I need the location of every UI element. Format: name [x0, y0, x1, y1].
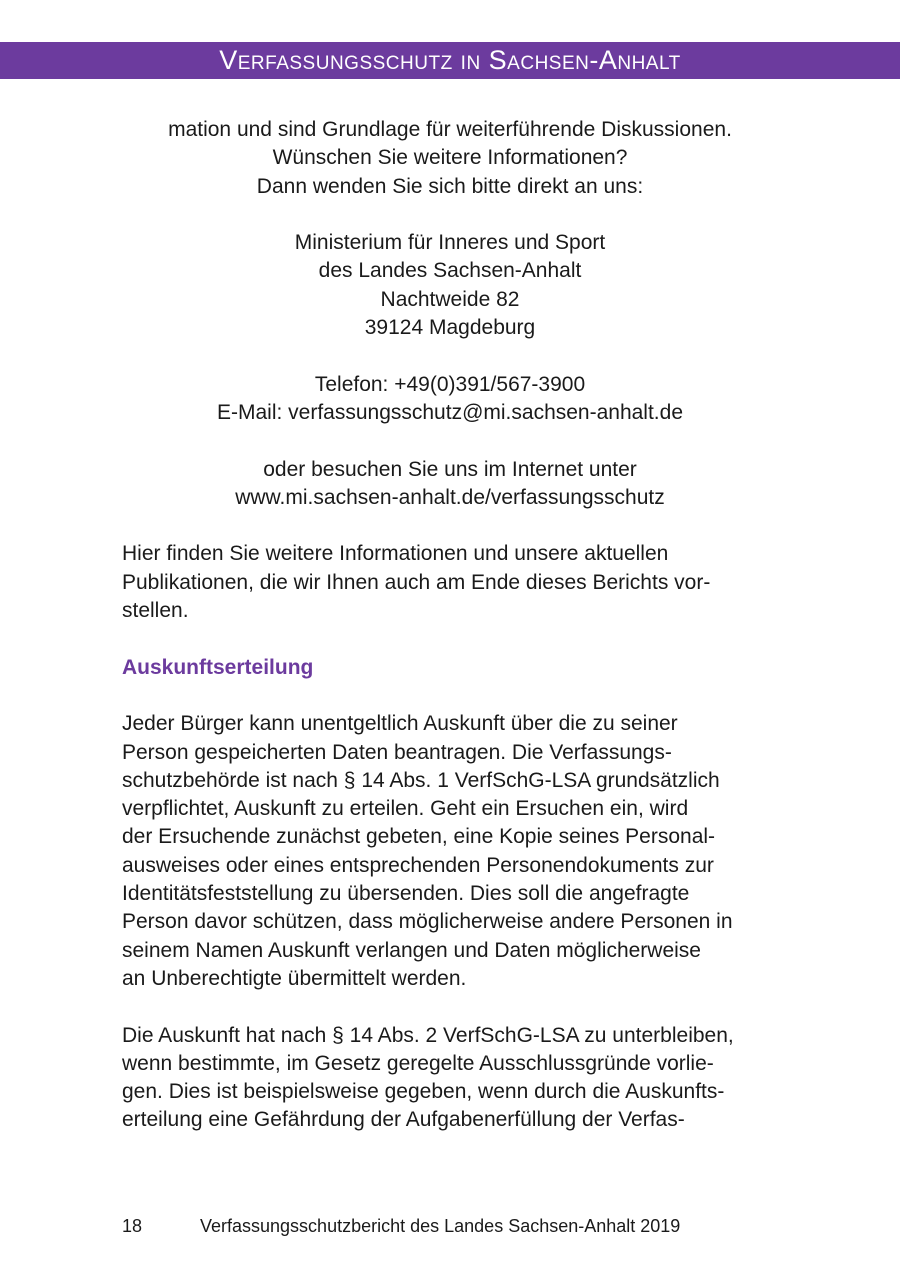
address-line: Ministerium für Inneres und Sport — [294, 231, 606, 255]
paragraph-line: Jeder Bürger kann unentgeltlich Auskunft über die zu seiner — [122, 712, 678, 736]
paragraph-line: verpflichtet, Auskunft zu erteilen. Geht ein Ersuchen ein, wird — [122, 797, 689, 821]
intro-line: Dann wenden Sie sich bitte direkt an uns: — [256, 174, 644, 198]
address-line: 39124 Magdeburg — [364, 316, 536, 340]
intro-line: Wünschen Sie weitere Informationen? — [272, 146, 628, 170]
info-paragraph — [122, 540, 778, 625]
page-footer — [122, 1214, 680, 1238]
paragraph-line: Person gespeicherten Daten beantragen. Die Verfassungs- — [122, 740, 672, 764]
section-heading: Auskunftserteilung — [122, 655, 314, 679]
address-line: des Landes Sachsen-Anhalt — [318, 259, 582, 283]
postal-address — [122, 229, 778, 342]
page-header-title: Verfassungsschutz in Sachsen-Anhalt — [219, 45, 681, 75]
paragraph-right-to-information — [122, 710, 778, 993]
phone-number: Telefon: +49(0)391/567-3900 — [314, 372, 586, 396]
paragraph-line: der Ersuchende zunächst gebeten, eine Kopie seines Personal- — [122, 825, 716, 849]
internet-line: oder besuchen Sie uns im Internet unter — [263, 457, 637, 481]
paragraph-line: erteilung eine Gefährdung der Aufgabenerfüllung der Verfas- — [122, 1108, 685, 1132]
publication-title: Verfassungsschutzbericht des Landes Sachsen-Anhalt 2019 — [200, 1216, 681, 1236]
contact-details — [122, 371, 778, 428]
page-number: 18 — [122, 1216, 143, 1236]
internet-reference — [122, 456, 778, 513]
email-address[interactable]: E-Mail: verfassungsschutz@mi.sachsen-anhalt.de — [216, 400, 684, 424]
paragraph-line: stellen. — [122, 599, 189, 623]
paragraph-line: wenn bestimmte, im Gesetz geregelte Ausschlussgründe vorlie- — [122, 1051, 714, 1075]
paragraph-line: Publikationen, die wir Ihnen auch am Ende dieses Berichts vor- — [122, 570, 711, 594]
paragraph-exclusion-grounds — [122, 1022, 778, 1135]
paragraph-line: Hier finden Sie weitere Informationen und unsere aktuellen — [122, 542, 669, 566]
paragraph-line: an Unberechtigte übermittelt werden. — [122, 966, 467, 990]
paragraph-line: schutzbehörde ist nach § 14 Abs. 1 VerfSchG-LSA grundsätzlich — [122, 768, 720, 792]
paragraph-line: Person davor schützen, dass möglicherweise andere Personen in — [122, 910, 733, 934]
website-link[interactable]: www.mi.sachsen-anhalt.de/verfassungsschutz — [235, 485, 665, 509]
intro-text — [122, 116, 778, 201]
page-body — [122, 116, 778, 1135]
address-line: Nachtweide 82 — [380, 287, 520, 311]
paragraph-line: ausweises oder eines entsprechenden Personendokuments zur — [122, 853, 714, 877]
page-header-banner — [0, 42, 900, 79]
paragraph-line: seinem Namen Auskunft verlangen und Daten möglicherweise — [122, 938, 701, 962]
paragraph-line: Identitätsfeststellung zu übersenden. Dies soll die angefragte — [122, 882, 690, 906]
paragraph-line: Die Auskunft hat nach § 14 Abs. 2 VerfSchG-LSA zu unterbleiben, — [122, 1023, 734, 1047]
paragraph-line: gen. Dies ist beispielsweise gegeben, wenn durch die Auskunfts- — [122, 1080, 725, 1104]
intro-line: mation und sind Grundlage für weiterführende Diskussionen. — [168, 118, 732, 141]
